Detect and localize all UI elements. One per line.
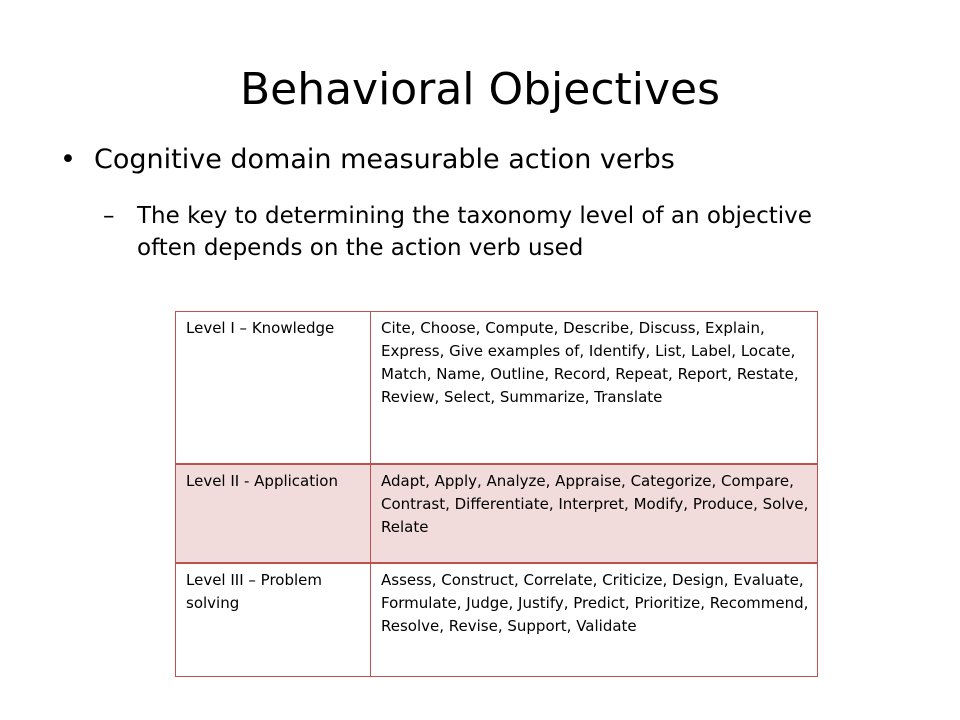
slide-title: Behavioral Objectives (239, 64, 721, 115)
sub-bullet-text: The key to determining the taxonomy level of an objective often depends on the action verb used (137, 203, 812, 261)
level-cell: Level I – Knowledge (176, 312, 371, 465)
level-cell: Level III – Problem solving (176, 563, 371, 677)
verbs-cell: Cite, Choose, Compute, Describe, Discuss, Explain, Express, Give examples of, Identify, List, Label, Locate, Match, Name, Outline, Record, Repeat, Report, Restate, Review, Select, Summarize, Translate (371, 312, 818, 465)
taxonomy-table (175, 311, 818, 677)
table-row-application (176, 464, 818, 563)
sub-bullet-marker: – (103, 203, 115, 229)
verbs-cell: Adapt, Apply, Analyze, Appraise, Categorize, Compare, Contrast, Differentiate, Interpret, Modify, Produce, Solve, Relate (371, 464, 818, 563)
bullet-marker: • (60, 144, 76, 175)
level-cell: Level II - Application (176, 464, 371, 563)
verbs-cell: Assess, Construct, Correlate, Criticize, Design, Evaluate, Formulate, Judge, Justify, Predict, Prioritize, Recommend, Resolve, Revise, Support, Validate (371, 563, 818, 677)
table-row-knowledge (176, 312, 818, 465)
table-row-problem-solving (176, 563, 818, 677)
bullet-text: Cognitive domain measurable action verbs (94, 144, 675, 175)
